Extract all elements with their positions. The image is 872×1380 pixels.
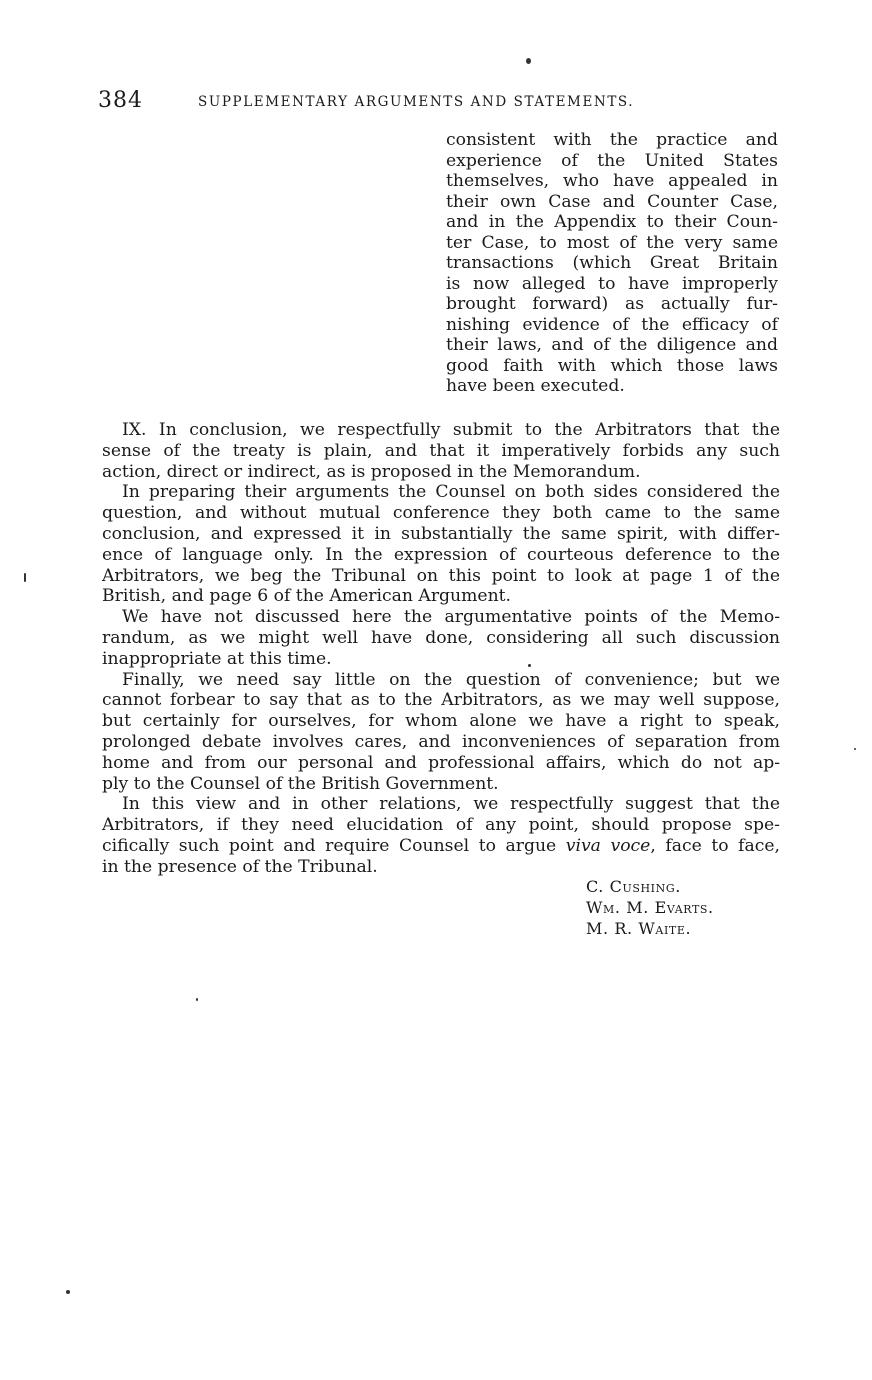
text-line: Arbitrators, if they need elucidation of any point, should propose spe- (102, 815, 780, 836)
text-line: In this view and in other relations, we respectfully suggest that the (122, 794, 780, 815)
signature-waite: M. R. Waite. (586, 919, 692, 938)
print-speck (196, 998, 198, 1001)
text-line: in the presence of the Tribunal. (102, 856, 378, 877)
text-line: sense of the treaty is plain, and that it imperatively forbids any such (102, 440, 780, 461)
text-line: ter Case, to most of the very same (446, 232, 778, 253)
text-line: nishing evidence of the efficacy of (446, 314, 778, 335)
text-line: home and from our personal and professional affairs, which do not ap- (102, 752, 780, 773)
text-line: transactions (which Great Britain (446, 253, 778, 273)
text-line: themselves, who have appealed in (446, 171, 778, 191)
text-line: cannot forbear to say that as to the Arbitrators, as we may well suppose, (102, 690, 780, 711)
text-line: question, and without mutual conference they both came to the same (102, 503, 780, 524)
print-speck (528, 664, 531, 667)
text-line: randum, as we might well have done, considering all such discussion (102, 627, 780, 648)
text-line: brought forward) as actually fur- (446, 294, 778, 314)
text-line: good faith with which those laws (446, 355, 778, 376)
text-line: action, direct or indirect, as is proposed in the Memorandum. (102, 461, 641, 482)
print-speck (24, 573, 26, 582)
text-line: ence of language only. In the expression of courteous deference to the (102, 544, 780, 565)
italic-phrase: viva voce (565, 835, 651, 856)
page-header (98, 88, 698, 118)
text-line: their own Case and Counter Case, (446, 191, 778, 212)
text-segment: cifically such point and require Counsel to argue (102, 835, 566, 856)
text-line: have been executed. (446, 376, 625, 396)
text-line: Arbitrators, we beg the Tribunal on this point to look at page 1 of the (102, 565, 780, 586)
page-number: 384 (98, 88, 143, 113)
running-head: SUPPLEMENTARY ARGUMENTS AND STATEMENTS. (198, 94, 635, 110)
text-line: Finally, we need say little on the question of convenience; but we (122, 669, 780, 690)
paragraph-suggestion (102, 794, 780, 877)
text-line: British, and page 6 of the American Argument. (102, 586, 512, 607)
signature-cushing: C. Cushing. (586, 877, 681, 896)
paragraph-convenience (102, 670, 780, 795)
signature-block (586, 876, 786, 939)
text-line: and in the Appendix to their Coun- (446, 212, 778, 232)
text-line: but certainly for ourselves, for whom alone we have a right to speak, (102, 711, 780, 732)
text-line: is now alleged to have improperly (446, 273, 778, 294)
text-line: their laws, and of the diligence and (446, 335, 778, 355)
right-column-text (446, 130, 778, 397)
print-speck (854, 748, 856, 750)
text-line (102, 836, 780, 857)
text-line: consistent with the practice and (446, 130, 778, 150)
text-line: In preparing their arguments the Counsel on both sides considered the (122, 482, 780, 503)
signature-evarts: Wm. M. Evarts. (586, 898, 714, 917)
text-line: prolonged debate involves cares, and inconveniences of separation from (102, 731, 780, 752)
text-line: inappropriate at this time. (102, 648, 332, 669)
text-segment: , face to face, (650, 835, 781, 856)
text-line: conclusion, and expressed it in substantially the same spirit, with differ- (102, 523, 780, 544)
main-text (102, 420, 780, 878)
text-line: IX. In conclusion, we respectfully submit to the Arbitrators that the (122, 420, 780, 440)
paragraph-conclusion (102, 420, 780, 482)
text-line: We have not discussed here the argumentative points of the Memo- (122, 607, 780, 628)
text-line: experience of the United States (446, 150, 778, 171)
print-speck (526, 58, 531, 64)
paragraph-memorandum (102, 607, 780, 669)
paragraph-arguments (102, 482, 780, 607)
print-speck (66, 1290, 70, 1294)
text-line: ply to the Counsel of the British Government. (102, 773, 499, 794)
